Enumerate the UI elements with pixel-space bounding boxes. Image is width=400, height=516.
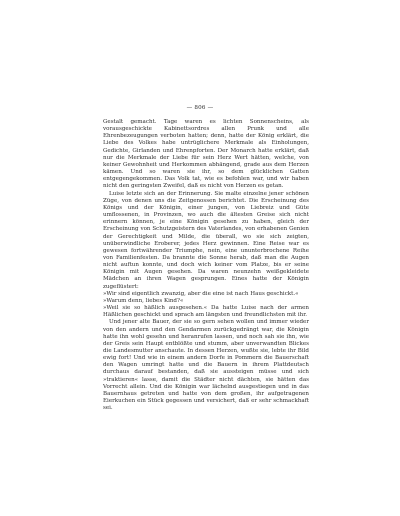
page-number: — 806 —	[186, 105, 214, 111]
paragraph: Luise letzte sich an der Erinnerung. Sie malte einzelne jener schönen Züge, von denen uns die Zeitgenossen berichtet. Die Erscheinung des Königs und der Königin, einer jungen, von Liebreiz und Güte umflossenen, in Provinzen, wo auch die ältesten Greise sich nicht erinnern können, je eine Königin gesehen zu haben, gleich der Erscheinung von Schutzgeistern des Vaterlandes, von erhabenen Genien der Gerechtigkeit und Milde, die überall, wo sie sich zeigten, unüberwindliche Eroberer, jedes Herz gewinnen. Eine Reise war es gewesen fortwährender Triumphe, nein, eine ununterbrochene Reihe von Familienfesten. Da brannte die Sonne herab, daß man die Augen nicht auftun konnte, und doch wich keiner vom Platze, bis er seine Königin mit Augen gesehen. Da waren neunzehn weißgekleidete Mädchen an ihren Wagen gesprungen. Eines hatte der Königin zugeflüstert:	[103, 190, 309, 290]
body-text	[103, 119, 309, 412]
dialogue-line: »Wir sind eigentlich zwanzig, aber die eine ist nach Haus geschickt.«	[103, 290, 299, 297]
paragraph: Und jener alte Bauer, der sie so gern sehen wollen und immer wieder von den andern und den Gendarmen zurückgedrängt war, die Königin hatte ihn wohl gesehn und heranrufen lassen, und noch sah sie ihn, wie der Greis sein Haupt entblößte und stumm, aber unverwandten Blickes die Landesmutter anschaute. In dessen Herzen, wußte sie, lebte ihr Bild ewig fort! Und wie in einem andern Dorfe in Pommern die Bauerschaft den Wagen umringt hatte und die Bauern in ihrem Plattdeutsch durchaus darauf bestanden, daß sie aussteigen müsse und sich »traktieren« lasse, damit die Städter nicht dächten, sie hätten das Vorrecht allein. Und die Königin war lächelnd ausgestiegen und in das Bauernhaus getreten und hatte von dem großen, ihr aufgetragenen Eierkuchen ein Stück gegessen und versichert, daß er sehr schmackhaft sei.	[103, 319, 309, 412]
dialogue-line: »Warum denn, liebes Kind?«	[103, 297, 184, 304]
dialogue-line: »Weil sie so häßlich ausgesehen.« Da hatte Luise nach der armen Häßlichen geschickt und sprach am längsten und freundlichsten mit ihr.	[103, 305, 309, 319]
paragraph: Gestalt gemacht. Tage waren es lichten Sonnenscheins, als vorausgeschickte Kabinettsordres allen Prunk und alle Ehrenbezeugungen verboten hatten; denn, hatte der König erklärt, die Liebe des Volkes habe untrüglichere Merkmale als Einholungen, Gedichte, Girlanden und Ehrenpforten. Der Monarch hatte erklärt, daß nur die Merkmale der Liebe für sein Herz Wert hätten, welche, von keiner Gewohnheit und Herkommen abhängend, grade aus dem Herzen kämen. Und so waren sie ihr, so dem glücklichen Gatten entgegengekommen. Das Volk tat, wie es befohlen war, und wir haben nicht den geringsten Zweifel, daß es nicht von Herzen es getan.	[103, 119, 309, 190]
